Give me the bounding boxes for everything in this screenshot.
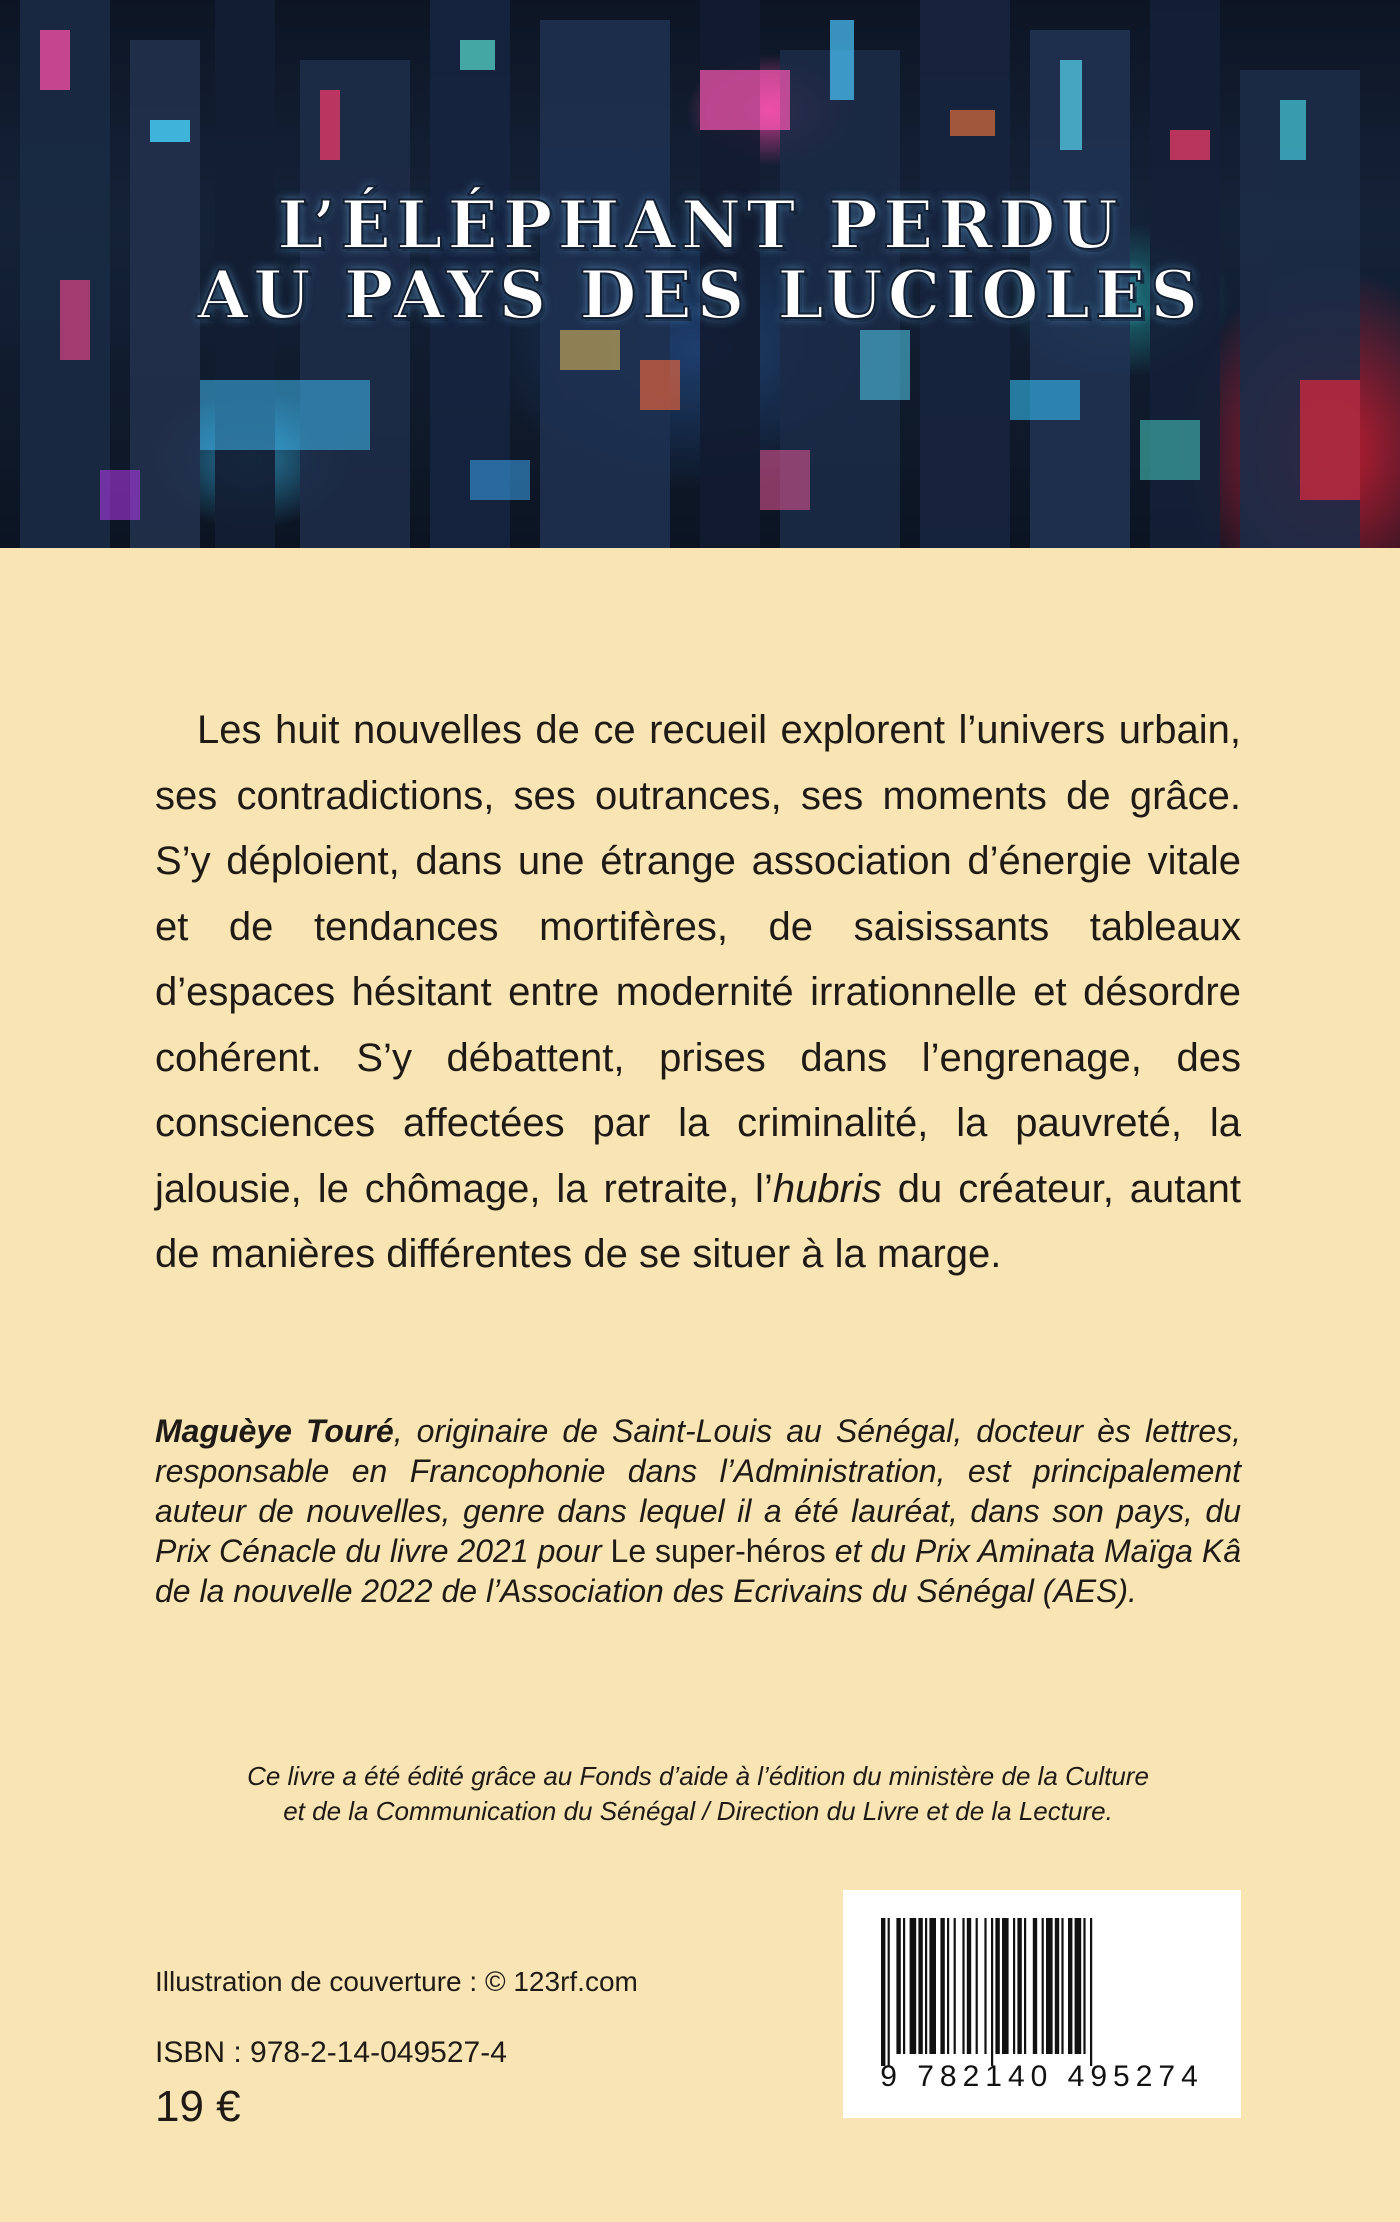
author-bio <box>155 1411 1241 1611</box>
cover-illustration <box>0 0 1400 548</box>
barcode-bar <box>918 1918 922 2054</box>
barcode-bar <box>896 1918 900 2054</box>
barcode-bar <box>1002 1918 1009 2054</box>
barcode-bar <box>962 1918 964 2054</box>
barcode-bar <box>1083 1918 1085 2054</box>
funding-note-line-1: Ce livre a été édité grâce au Fonds d’aide à l’édition du ministère de la Culture <box>247 1761 1149 1791</box>
author-bio-part-1: , originaire de Saint-Louis au Sénégal, docteur ès lettres, responsable en Francophonie dans l’Administration, est principalement auteur de nouvelles, genre dans lequel il a été lauréat, dans son pays, du Prix Cénacle du livre 2021 pour <box>155 1413 1242 1569</box>
barcode-bar <box>984 1918 986 2054</box>
barcode-bar <box>1061 1918 1063 2054</box>
barcode-bar <box>1075 1918 1082 2054</box>
barcode-bar <box>991 1918 993 2066</box>
barcode-bar <box>1090 1918 1092 2066</box>
barcode-bar <box>1042 1918 1044 2054</box>
barcode-bar <box>929 1918 936 2054</box>
barcode-bar <box>888 1918 890 2066</box>
barcode-bar <box>1013 1918 1015 2054</box>
author-bio-part-2: et du Prix Aminata Maïga Kâ de la nouvelle 2022 de l’Association des Ecrivains du Sénégal (AES). <box>155 1533 1242 1609</box>
book-title-line-2: AU PAYS DES LUCIOLES <box>196 256 1204 334</box>
blurb-emphasis: hubris <box>772 1166 882 1211</box>
barcode-bar <box>976 1918 978 2054</box>
barcode-bar <box>995 1918 999 2054</box>
barcode-bar <box>925 1918 927 2054</box>
illustration-credit: Illustration de couverture : © 123rf.com <box>155 1966 638 1997</box>
barcode-bar <box>1017 1918 1021 2054</box>
book-title-line-1: L’ÉLÉPHANT PERDU <box>277 186 1123 264</box>
barcode-bar <box>1046 1918 1053 2054</box>
blurb-text-part-2: du créateur, autant de manières différentes de se situer à la marge. <box>155 1166 1242 1276</box>
blurb-text-part-1: Les huit nouvelles de ce recueil explorent l’univers urbain, ses contradictions, ses outrances, ses moments de grâce. S’y déploient, dans une étrange association d’énergie vitale et de tendances mortifères, de saisissants tableaux d’espaces hésitant entre modernité irrationnelle et désordre cohérent. S’y débattent, prises dans l’engrenage, des consciences affectées par la criminalité, la pauvreté, la jalousie, le chômage, la retraite, l’ <box>155 708 1241 1211</box>
price: 19 € <box>155 2082 241 2131</box>
book-blurb <box>155 698 1241 1288</box>
barcode-bar <box>947 1918 949 2054</box>
barcode <box>843 1890 1241 2118</box>
funding-note-line-2: et de la Communication du Sénégal / Direction du Livre et de la Lecture. <box>283 1796 1113 1826</box>
barcode-bar <box>967 1918 971 2054</box>
barcode-bar <box>881 1918 885 2066</box>
barcode-digits: 9 782140 495274 <box>880 2060 1204 2093</box>
funding-note <box>155 1759 1241 1829</box>
barcode-bar <box>954 1918 956 2054</box>
barcode-bar <box>910 1918 917 2054</box>
barcode-bar <box>1068 1918 1072 2054</box>
award-book-title: Le super-héros <box>610 1533 826 1569</box>
isbn: ISBN : 978-2-14-049527-4 <box>155 2036 507 2069</box>
barcode-bar <box>903 1918 905 2054</box>
barcode-bar <box>1033 1918 1037 2054</box>
barcode-bar <box>1055 1918 1059 2054</box>
barcode-bar <box>940 1918 944 2054</box>
author-name: Maguèye Touré <box>155 1413 394 1449</box>
barcode-bar <box>1024 1918 1026 2054</box>
